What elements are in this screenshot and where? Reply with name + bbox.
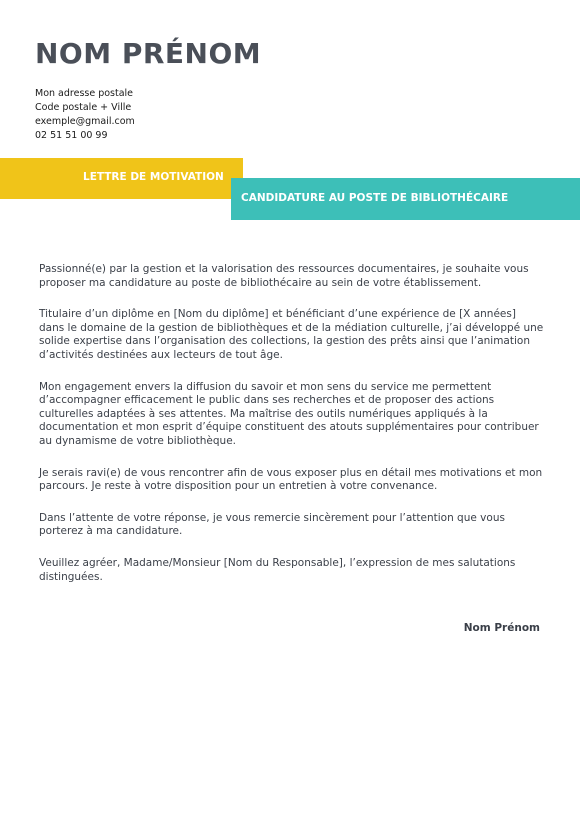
contact-block <box>35 87 135 143</box>
signature: Nom Prénom <box>463 622 540 634</box>
postal-address: Mon adresse postale <box>35 88 134 99</box>
letter-type-label: LETTRE DE MOTIVATION <box>83 171 224 183</box>
letter-paragraph-experience: Titulaire d’un diplôme en [Nom du diplôme] et bénéficiant d’une expérience de [X années] dans le domaine de la gestion de bibliothèques et de la médiation culturelle, j’ai développé une solide expertise dans l’organisation des collections, la gestion des prêts ainsi que l’animation d’activités destinées aux lecteurs de tout âge. <box>39 308 544 361</box>
letter-paragraph-engagement: Mon engagement envers la diffusion du savoir et mon sens du service me permettent d’accompagner efficacement le public dans ses recherches et de proposer des actions culturelles adaptées à ses attentes. Ma maîtrise des outils numériques appliqués à la documentation et mon esprit d’équipe constituent des atouts supplémentaires pour contribuer au dynamisme de votre bibliothèque. <box>39 380 539 447</box>
phone-number: 02 51 51 00 99 <box>35 130 108 141</box>
letter-paragraph-meeting: Je serais ravi(e) de vous rencontrer afin de vous exposer plus en détail mes motivations et mon parcours. Je reste à votre disposition pour un entretien à votre convenance. <box>39 466 543 493</box>
email-address: exemple@gmail.com <box>35 116 135 127</box>
letter-body <box>39 263 544 602</box>
applicant-name: NOM PRÉNOM <box>35 37 262 70</box>
letter-paragraph-intro: Passionné(e) par la gestion et la valorisation des ressources documentaires, je souhaite vous proposer ma candidature au poste de bibliothécaire au sein de votre établissement. <box>39 263 529 289</box>
letter-paragraph-thanks: Dans l’attente de votre réponse, je vous remercie sincèrement pour l’attention que vous porterez à ma candidature. <box>39 511 505 538</box>
postal-city: Code postale + Ville <box>35 102 132 113</box>
letter-paragraph-closing: Veuillez agréer, Madame/Monsieur [Nom du Responsable], l’expression de mes salutations distinguées. <box>39 556 516 583</box>
position-label: CANDIDATURE AU POSTE DE BIBLIOTHÉCAIRE <box>241 192 509 204</box>
